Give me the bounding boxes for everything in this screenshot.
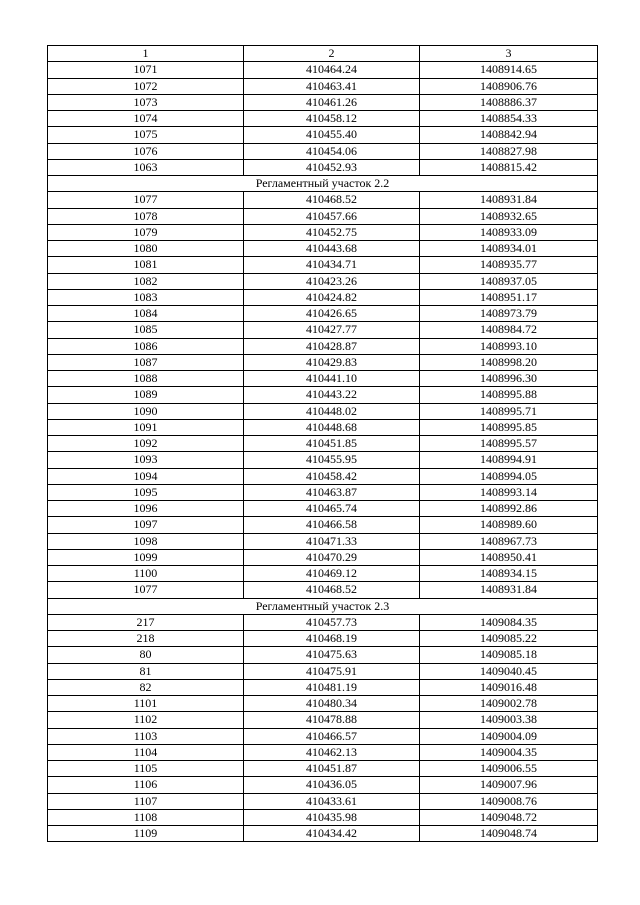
x-coordinate-cell: 410443.68 bbox=[244, 241, 420, 257]
point-number-cell: 1105 bbox=[48, 761, 244, 777]
table-row bbox=[48, 582, 598, 598]
table-row bbox=[48, 436, 598, 452]
table-row bbox=[48, 566, 598, 582]
x-coordinate-cell: 410427.77 bbox=[244, 322, 420, 338]
x-coordinate-cell: 410452.75 bbox=[244, 224, 420, 240]
y-coordinate-cell: 1408914.65 bbox=[420, 62, 598, 78]
coordinates-table-body bbox=[48, 46, 598, 842]
y-coordinate-cell: 1408935.77 bbox=[420, 257, 598, 273]
table-row bbox=[48, 387, 598, 403]
x-coordinate-cell: 410469.12 bbox=[244, 566, 420, 582]
y-coordinate-cell: 1408996.30 bbox=[420, 371, 598, 387]
y-coordinate-cell: 1409008.76 bbox=[420, 793, 598, 809]
x-coordinate-cell: 410448.68 bbox=[244, 419, 420, 435]
x-coordinate-cell: 410475.91 bbox=[244, 663, 420, 679]
point-number-cell: 1108 bbox=[48, 809, 244, 825]
x-coordinate-cell: 410441.10 bbox=[244, 371, 420, 387]
table-row bbox=[48, 306, 598, 322]
table-row bbox=[48, 224, 598, 240]
y-coordinate-cell: 1408854.33 bbox=[420, 111, 598, 127]
y-coordinate-cell: 1409004.09 bbox=[420, 728, 598, 744]
x-coordinate-cell: 410443.22 bbox=[244, 387, 420, 403]
x-coordinate-cell: 410451.87 bbox=[244, 761, 420, 777]
point-number-cell: 1099 bbox=[48, 549, 244, 565]
point-number-cell: 1096 bbox=[48, 501, 244, 517]
x-coordinate-cell: 410451.85 bbox=[244, 436, 420, 452]
x-coordinate-cell: 410448.02 bbox=[244, 403, 420, 419]
y-coordinate-cell: 1408934.15 bbox=[420, 566, 598, 582]
table-row bbox=[48, 403, 598, 419]
y-coordinate-cell: 1408815.42 bbox=[420, 159, 598, 175]
table-row bbox=[48, 679, 598, 695]
point-number-cell: 217 bbox=[48, 614, 244, 630]
y-coordinate-cell: 1408937.05 bbox=[420, 273, 598, 289]
x-coordinate-cell: 410457.73 bbox=[244, 614, 420, 630]
table-row bbox=[48, 647, 598, 663]
x-coordinate-cell: 410454.06 bbox=[244, 143, 420, 159]
y-coordinate-cell: 1408906.76 bbox=[420, 78, 598, 94]
point-number-cell: 1083 bbox=[48, 289, 244, 305]
y-coordinate-cell: 1408994.91 bbox=[420, 452, 598, 468]
point-number-cell: 218 bbox=[48, 631, 244, 647]
point-number-cell: 1079 bbox=[48, 224, 244, 240]
point-number-cell: 1077 bbox=[48, 192, 244, 208]
y-coordinate-cell: 1409003.38 bbox=[420, 712, 598, 728]
point-number-cell: 1087 bbox=[48, 354, 244, 370]
y-coordinate-cell: 1409007.96 bbox=[420, 777, 598, 793]
table-row bbox=[48, 696, 598, 712]
y-coordinate-cell: 1408934.01 bbox=[420, 241, 598, 257]
header-cell-point: 1 bbox=[48, 46, 244, 62]
y-coordinate-cell: 1409085.18 bbox=[420, 647, 598, 663]
x-coordinate-cell: 410435.98 bbox=[244, 809, 420, 825]
table-row bbox=[48, 826, 598, 842]
table-row bbox=[48, 631, 598, 647]
point-number-cell: 1085 bbox=[48, 322, 244, 338]
x-coordinate-cell: 410452.93 bbox=[244, 159, 420, 175]
y-coordinate-cell: 1409002.78 bbox=[420, 696, 598, 712]
point-number-cell: 1077 bbox=[48, 582, 244, 598]
y-coordinate-cell: 1408998.20 bbox=[420, 354, 598, 370]
point-number-cell: 1071 bbox=[48, 62, 244, 78]
coordinates-table bbox=[47, 45, 598, 842]
y-coordinate-cell: 1408995.85 bbox=[420, 419, 598, 435]
x-coordinate-cell: 410466.58 bbox=[244, 517, 420, 533]
x-coordinate-cell: 410429.83 bbox=[244, 354, 420, 370]
table-row bbox=[48, 484, 598, 500]
table-row bbox=[48, 452, 598, 468]
y-coordinate-cell: 1408973.79 bbox=[420, 306, 598, 322]
point-number-cell: 1107 bbox=[48, 793, 244, 809]
x-coordinate-cell: 410436.05 bbox=[244, 777, 420, 793]
table-row bbox=[48, 62, 598, 78]
table-row bbox=[48, 712, 598, 728]
y-coordinate-cell: 1409004.35 bbox=[420, 744, 598, 760]
table-row bbox=[48, 78, 598, 94]
header-cell-x: 2 bbox=[244, 46, 420, 62]
x-coordinate-cell: 410455.95 bbox=[244, 452, 420, 468]
x-coordinate-cell: 410463.41 bbox=[244, 78, 420, 94]
table-row bbox=[48, 127, 598, 143]
table-row bbox=[48, 809, 598, 825]
table-row bbox=[48, 728, 598, 744]
y-coordinate-cell: 1408994.05 bbox=[420, 468, 598, 484]
x-coordinate-cell: 410464.24 bbox=[244, 62, 420, 78]
point-number-cell: 1109 bbox=[48, 826, 244, 842]
x-coordinate-cell: 410468.52 bbox=[244, 582, 420, 598]
table-row bbox=[48, 273, 598, 289]
table-row bbox=[48, 289, 598, 305]
point-number-cell: 1101 bbox=[48, 696, 244, 712]
table-row bbox=[48, 517, 598, 533]
point-number-cell: 1080 bbox=[48, 241, 244, 257]
table-row bbox=[48, 549, 598, 565]
x-coordinate-cell: 410426.65 bbox=[244, 306, 420, 322]
y-coordinate-cell: 1408993.10 bbox=[420, 338, 598, 354]
x-coordinate-cell: 410468.52 bbox=[244, 192, 420, 208]
x-coordinate-cell: 410458.12 bbox=[244, 111, 420, 127]
y-coordinate-cell: 1408992.86 bbox=[420, 501, 598, 517]
point-number-cell: 1100 bbox=[48, 566, 244, 582]
point-number-cell: 1106 bbox=[48, 777, 244, 793]
y-coordinate-cell: 1408931.84 bbox=[420, 192, 598, 208]
x-coordinate-cell: 410468.19 bbox=[244, 631, 420, 647]
x-coordinate-cell: 410458.42 bbox=[244, 468, 420, 484]
y-coordinate-cell: 1409040.45 bbox=[420, 663, 598, 679]
x-coordinate-cell: 410428.87 bbox=[244, 338, 420, 354]
point-number-cell: 1073 bbox=[48, 94, 244, 110]
point-number-cell: 1095 bbox=[48, 484, 244, 500]
point-number-cell: 1063 bbox=[48, 159, 244, 175]
x-coordinate-cell: 410480.34 bbox=[244, 696, 420, 712]
table-row bbox=[48, 468, 598, 484]
table-row bbox=[48, 257, 598, 273]
x-coordinate-cell: 410470.29 bbox=[244, 549, 420, 565]
table-row bbox=[48, 241, 598, 257]
y-coordinate-cell: 1408984.72 bbox=[420, 322, 598, 338]
point-number-cell: 1093 bbox=[48, 452, 244, 468]
table-row bbox=[48, 371, 598, 387]
point-number-cell: 82 bbox=[48, 679, 244, 695]
point-number-cell: 1097 bbox=[48, 517, 244, 533]
section-title: Регламентный участок 2.2 bbox=[48, 176, 598, 192]
table-row bbox=[48, 354, 598, 370]
point-number-cell: 1104 bbox=[48, 744, 244, 760]
point-number-cell: 1098 bbox=[48, 533, 244, 549]
y-coordinate-cell: 1408842.94 bbox=[420, 127, 598, 143]
y-coordinate-cell: 1408950.41 bbox=[420, 549, 598, 565]
point-number-cell: 1072 bbox=[48, 78, 244, 94]
y-coordinate-cell: 1409006.55 bbox=[420, 761, 598, 777]
point-number-cell: 1094 bbox=[48, 468, 244, 484]
x-coordinate-cell: 410457.66 bbox=[244, 208, 420, 224]
table-row bbox=[48, 419, 598, 435]
x-coordinate-cell: 410433.61 bbox=[244, 793, 420, 809]
y-coordinate-cell: 1408932.65 bbox=[420, 208, 598, 224]
y-coordinate-cell: 1409085.22 bbox=[420, 631, 598, 647]
point-number-cell: 1091 bbox=[48, 419, 244, 435]
table-header-row bbox=[48, 46, 598, 62]
table-row bbox=[48, 94, 598, 110]
x-coordinate-cell: 410423.26 bbox=[244, 273, 420, 289]
y-coordinate-cell: 1408827.98 bbox=[420, 143, 598, 159]
y-coordinate-cell: 1408933.09 bbox=[420, 224, 598, 240]
y-coordinate-cell: 1408995.71 bbox=[420, 403, 598, 419]
table-row bbox=[48, 663, 598, 679]
x-coordinate-cell: 410463.87 bbox=[244, 484, 420, 500]
y-coordinate-cell: 1408995.88 bbox=[420, 387, 598, 403]
point-number-cell: 1078 bbox=[48, 208, 244, 224]
x-coordinate-cell: 410481.19 bbox=[244, 679, 420, 695]
table-row bbox=[48, 614, 598, 630]
x-coordinate-cell: 410475.63 bbox=[244, 647, 420, 663]
x-coordinate-cell: 410461.26 bbox=[244, 94, 420, 110]
x-coordinate-cell: 410434.42 bbox=[244, 826, 420, 842]
table-row bbox=[48, 793, 598, 809]
table-row bbox=[48, 143, 598, 159]
x-coordinate-cell: 410424.82 bbox=[244, 289, 420, 305]
x-coordinate-cell: 410455.40 bbox=[244, 127, 420, 143]
y-coordinate-cell: 1409084.35 bbox=[420, 614, 598, 630]
point-number-cell: 1090 bbox=[48, 403, 244, 419]
point-number-cell: 1086 bbox=[48, 338, 244, 354]
y-coordinate-cell: 1409048.74 bbox=[420, 826, 598, 842]
table-row bbox=[48, 111, 598, 127]
x-coordinate-cell: 410471.33 bbox=[244, 533, 420, 549]
y-coordinate-cell: 1408967.73 bbox=[420, 533, 598, 549]
point-number-cell: 80 bbox=[48, 647, 244, 663]
x-coordinate-cell: 410462.13 bbox=[244, 744, 420, 760]
table-row bbox=[48, 208, 598, 224]
table-row bbox=[48, 501, 598, 517]
y-coordinate-cell: 1408993.14 bbox=[420, 484, 598, 500]
x-coordinate-cell: 410434.71 bbox=[244, 257, 420, 273]
point-number-cell: 1092 bbox=[48, 436, 244, 452]
table-row bbox=[48, 159, 598, 175]
y-coordinate-cell: 1409016.48 bbox=[420, 679, 598, 695]
y-coordinate-cell: 1408886.37 bbox=[420, 94, 598, 110]
table-row bbox=[48, 744, 598, 760]
section-title: Регламентный участок 2.3 bbox=[48, 598, 598, 614]
y-coordinate-cell: 1408951.17 bbox=[420, 289, 598, 305]
point-number-cell: 1076 bbox=[48, 143, 244, 159]
table-row bbox=[48, 192, 598, 208]
header-cell-y: 3 bbox=[420, 46, 598, 62]
x-coordinate-cell: 410466.57 bbox=[244, 728, 420, 744]
point-number-cell: 1103 bbox=[48, 728, 244, 744]
point-number-cell: 1102 bbox=[48, 712, 244, 728]
point-number-cell: 1075 bbox=[48, 127, 244, 143]
table-row bbox=[48, 322, 598, 338]
y-coordinate-cell: 1409048.72 bbox=[420, 809, 598, 825]
table-row bbox=[48, 761, 598, 777]
x-coordinate-cell: 410465.74 bbox=[244, 501, 420, 517]
table-row bbox=[48, 533, 598, 549]
point-number-cell: 81 bbox=[48, 663, 244, 679]
point-number-cell: 1081 bbox=[48, 257, 244, 273]
section-title-row bbox=[48, 176, 598, 192]
table-row bbox=[48, 777, 598, 793]
point-number-cell: 1089 bbox=[48, 387, 244, 403]
table-row bbox=[48, 338, 598, 354]
y-coordinate-cell: 1408931.84 bbox=[420, 582, 598, 598]
x-coordinate-cell: 410478.88 bbox=[244, 712, 420, 728]
y-coordinate-cell: 1408995.57 bbox=[420, 436, 598, 452]
y-coordinate-cell: 1408989.60 bbox=[420, 517, 598, 533]
section-title-row bbox=[48, 598, 598, 614]
point-number-cell: 1074 bbox=[48, 111, 244, 127]
point-number-cell: 1082 bbox=[48, 273, 244, 289]
point-number-cell: 1088 bbox=[48, 371, 244, 387]
point-number-cell: 1084 bbox=[48, 306, 244, 322]
